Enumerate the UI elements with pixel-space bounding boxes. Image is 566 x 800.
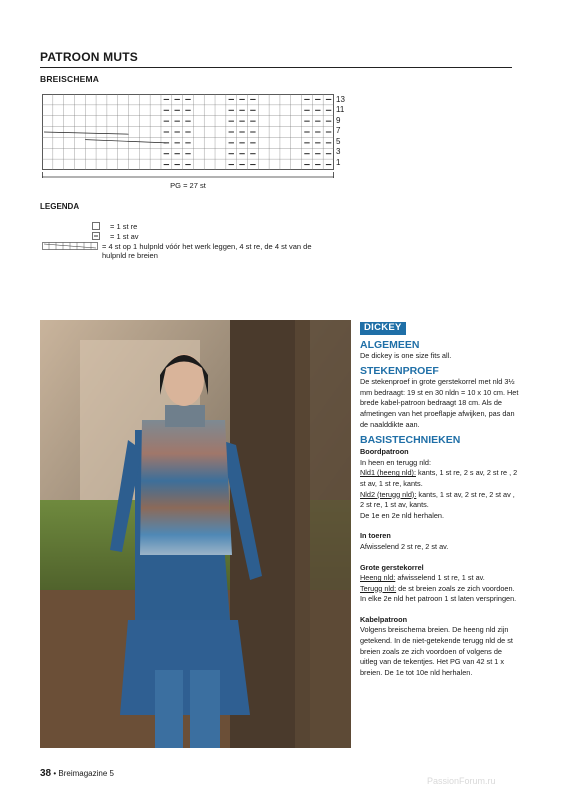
row-number: 5 xyxy=(336,137,341,146)
row-label: Nld1 (heeng nld): xyxy=(360,468,416,478)
section-badge: DICKEY xyxy=(360,322,406,335)
paragraph: De dickey is one size fits all. xyxy=(360,350,452,360)
legend-item xyxy=(42,242,332,260)
magazine-name: Breimagazine 5 xyxy=(58,769,114,778)
watermark: PassionForum.ru xyxy=(427,776,496,786)
legend-item xyxy=(92,232,139,241)
row-number: 11 xyxy=(336,105,345,114)
purl-symbol-icon xyxy=(92,232,104,240)
row-number: 13 xyxy=(336,95,345,104)
page-title: PATROON MUTS xyxy=(40,50,138,64)
page-footer: 38 • Breimagazine 5 xyxy=(40,768,114,779)
chart-label: BREISCHEMA xyxy=(40,74,100,84)
legend-text: = 4 st op 1 hulpnld vóór het werk leggen, 4 st re, de 4 st van de hulpnld re breien xyxy=(102,242,312,260)
paragraph: De 1e en 2e nld herhalen. xyxy=(360,510,444,520)
paragraph: Volgens breischema breien. De heeng nld zijn getekend. In de niet-getekende terugg nld de st breien zoals ze zich voordoen of volgens de uitleg van de tekentjes. Het PG van 42 st 1 x breien. De 1e tot 10e nld herhalen. xyxy=(360,625,513,677)
title-divider xyxy=(40,67,512,68)
knitting-chart xyxy=(42,94,334,170)
row-text: kants, 1 st av, 2 st re, 2 st av , 2 st re, 1 st av, kants. xyxy=(360,489,515,510)
row-label: Nld2 (terugg nld): xyxy=(360,489,417,499)
paragraph xyxy=(360,573,520,584)
legend-text: = 1 st re xyxy=(110,222,138,231)
row-label: Terugg nld: xyxy=(360,583,397,593)
row-number: 7 xyxy=(336,126,341,135)
row-text: de st breien zoals ze zich voordoen. In elke 2e nld het patroon 1 st laten verspringen. xyxy=(360,583,517,604)
cable-symbol-icon xyxy=(42,242,98,250)
knit-symbol-icon xyxy=(92,222,104,230)
section-heading: STEKENPROEF xyxy=(360,365,439,378)
legend-item xyxy=(92,222,137,231)
paragraph: In heen en terugg nld: xyxy=(360,457,431,467)
paragraph: Afwisselend 2 st re, 2 st av. xyxy=(360,541,449,551)
row-number: 9 xyxy=(336,116,341,125)
paragraph: De stekenproef in grote gerstekorrel met nld 3½ mm bedraagt: 19 st en 30 nldn = 10 x 10 cm. Het brede kabel-patroon bedraagt 18 cm. Als de afmetingen van het proeflapje afwijken, pas dan de naalddikte aan. xyxy=(360,377,519,429)
section-heading: BASISTECHNIEKEN xyxy=(360,434,461,447)
paragraph xyxy=(360,490,520,511)
paragraph xyxy=(360,468,520,489)
row-label: Heeng nld: xyxy=(360,573,396,583)
page-number: 38 xyxy=(40,768,52,779)
subheading: Boordpatroon xyxy=(360,447,409,457)
model-photo xyxy=(40,320,351,748)
instructions-column xyxy=(360,322,520,678)
paragraph xyxy=(360,584,520,605)
row-text: kants, 1 st re, 2 s av, 2 st re , 2 st av, 1 st re, kants. xyxy=(360,468,518,488)
legend-text: = 1 st av xyxy=(110,232,139,241)
pattern-repeat-label: PG = 27 st xyxy=(170,181,206,190)
row-number: 3 xyxy=(336,147,341,156)
subheading: In toeren xyxy=(360,531,391,541)
subheading: Grote gerstekorrel xyxy=(360,562,424,572)
section-heading: ALGEMEEN xyxy=(360,338,420,351)
legend-label: LEGENDA xyxy=(40,202,80,211)
subheading: Kabelpatroon xyxy=(360,614,408,624)
row-number: 1 xyxy=(336,158,341,167)
row-text: afwisselend 1 st re, 1 st av. xyxy=(395,573,485,583)
chart-grid xyxy=(42,94,334,170)
